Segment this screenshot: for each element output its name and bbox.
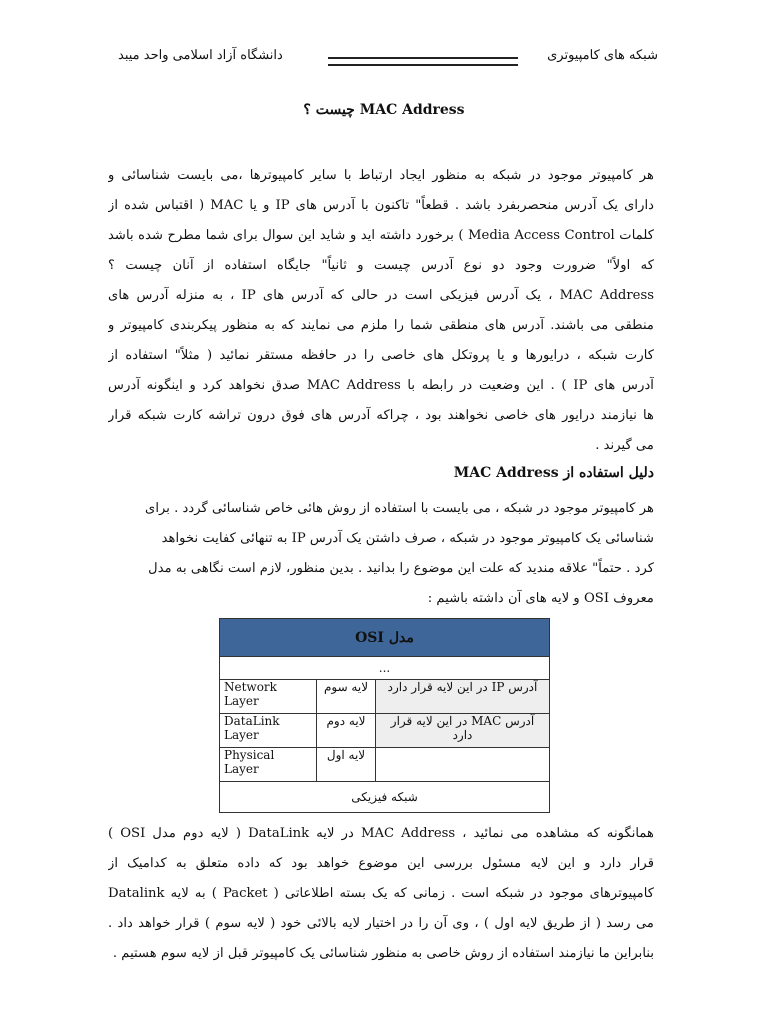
osi-layer-row <box>220 680 550 714</box>
text-line: کارت شبکه ، درایورها و یا پروتکل های خاصی را در حافظه مستقر نمائید ( مثلاً" استفاده از <box>108 348 654 363</box>
university-name: دانشگاه آزاد اسلامی واحد میبد <box>118 48 283 63</box>
text-line: کرد . حتماً" علاقه مندید که علت این موضوع را بدانید . بدین منظور، لازم است نگاهی به مدل <box>148 561 654 576</box>
section-heading: دلیل استفاده از MAC Address <box>453 465 654 481</box>
text-line: شناسائی یک کامپیوتر موجود در شبکه ، صرف داشتن یک آدرس IP به تنهائی کفایت نخواهد <box>161 531 654 546</box>
text-line: دارای یک آدرس منحصربفرد باشد . قطعاً" تاکنون با آدرس های IP و یا MAC ( اقتباس شده از <box>108 198 654 213</box>
layer-number: لایه دوم <box>317 714 376 748</box>
closing-paragraph <box>108 819 654 969</box>
text-line: کلمات Media Access Control ) برخورد داشته اید و شاید این سوال برای شما مطرح شده باشد <box>108 228 654 243</box>
osi-table-header: مدل OSI <box>220 619 550 657</box>
page-header <box>118 48 658 72</box>
osi-table <box>219 618 550 813</box>
osi-physical-network: شبکه فیزیکی <box>220 782 550 813</box>
osi-ellipsis-row: ... <box>220 657 550 680</box>
osi-layer-row <box>220 748 550 782</box>
header-rule <box>328 57 518 66</box>
course-name: شبکه های کامپیوتری <box>547 48 658 63</box>
text-line: بنابراین ما نیازمند استفاده از روش خاصی به منظور شناسائی یک کامپیوتر قبل از لایه سوم هستیم . <box>112 946 654 961</box>
layer-name: Physical Layer <box>220 748 317 782</box>
text-line: منطقی می باشند. آدرس های منطقی شما را ملزم می نمایند که به منظور پیکربندی کامپیوتر و <box>108 318 654 333</box>
intro-paragraph <box>108 161 654 461</box>
layer-description <box>376 748 550 782</box>
text-line: می گیرند . <box>595 438 654 453</box>
text-line: قرار دارد و این لایه مسئول بررسی این موضوع خواهد بود که داده متعلق به کدامیک از <box>108 856 654 871</box>
text-line: معروف OSI و لایه های آن داشته باشیم : <box>427 591 654 606</box>
text-line: می رسد ( از طریق لایه اول ) ، وی آن را در اختیار لایه بالائی خود ( لایه سوم ) قرار خواهد داد . <box>108 916 654 931</box>
reason-paragraph <box>128 494 654 614</box>
text-line: ها نیازمند درایور های خاصی نخواهند بود ، چراکه آدرس های فوق درون تراشه کارت شبکه قرار <box>108 408 654 423</box>
text-line: همانگونه که مشاهده می نمائید ، MAC Address در لایه DataLink ( لایه دوم مدل OSI ) <box>108 826 654 841</box>
text-line: هر کامپیوتر موجود در شبکه به منظور ایجاد ارتباط با سایر کامپیوترها ،می بایست شناسائی و <box>108 168 654 183</box>
text-line: که اولاً" ضرورت وجود دو نوع آدرس چیست و ثانیاً" جایگاه استفاده از آنان چیست ؟ <box>108 258 654 273</box>
text-line: آدرس های IP ) . این وضعیت در رابطه با MAC Address صدق نخواهد کرد و اینگونه آدرس <box>108 378 654 393</box>
layer-name: DataLink Layer <box>220 714 317 748</box>
layer-number: لایه اول <box>317 748 376 782</box>
layer-description: آدرس MAC در این لایه قرار دارد <box>376 714 550 748</box>
osi-layer-row <box>220 714 550 748</box>
page-title: MAC Address چیست ؟ <box>303 102 465 118</box>
text-line: کامپیوترهای موجود در شبکه است . زمانی که یک بسته اطلاعاتی ( Packet ) به لایه Datalink <box>108 886 654 901</box>
layer-number: لایه سوم <box>317 680 376 714</box>
layer-name: Network Layer <box>220 680 317 714</box>
text-line: MAC Address ، یک آدرس فیزیکی است در حالی که آدرس های IP ، به منزله آدرس های <box>108 288 654 303</box>
text-line: هر کامپیوتر موجود در شبکه ، می بایست با استفاده از روش هائی خاص شناسائی گردد . برای <box>145 501 654 516</box>
layer-description: آدرس IP در این لایه قرار دارد <box>376 680 550 714</box>
